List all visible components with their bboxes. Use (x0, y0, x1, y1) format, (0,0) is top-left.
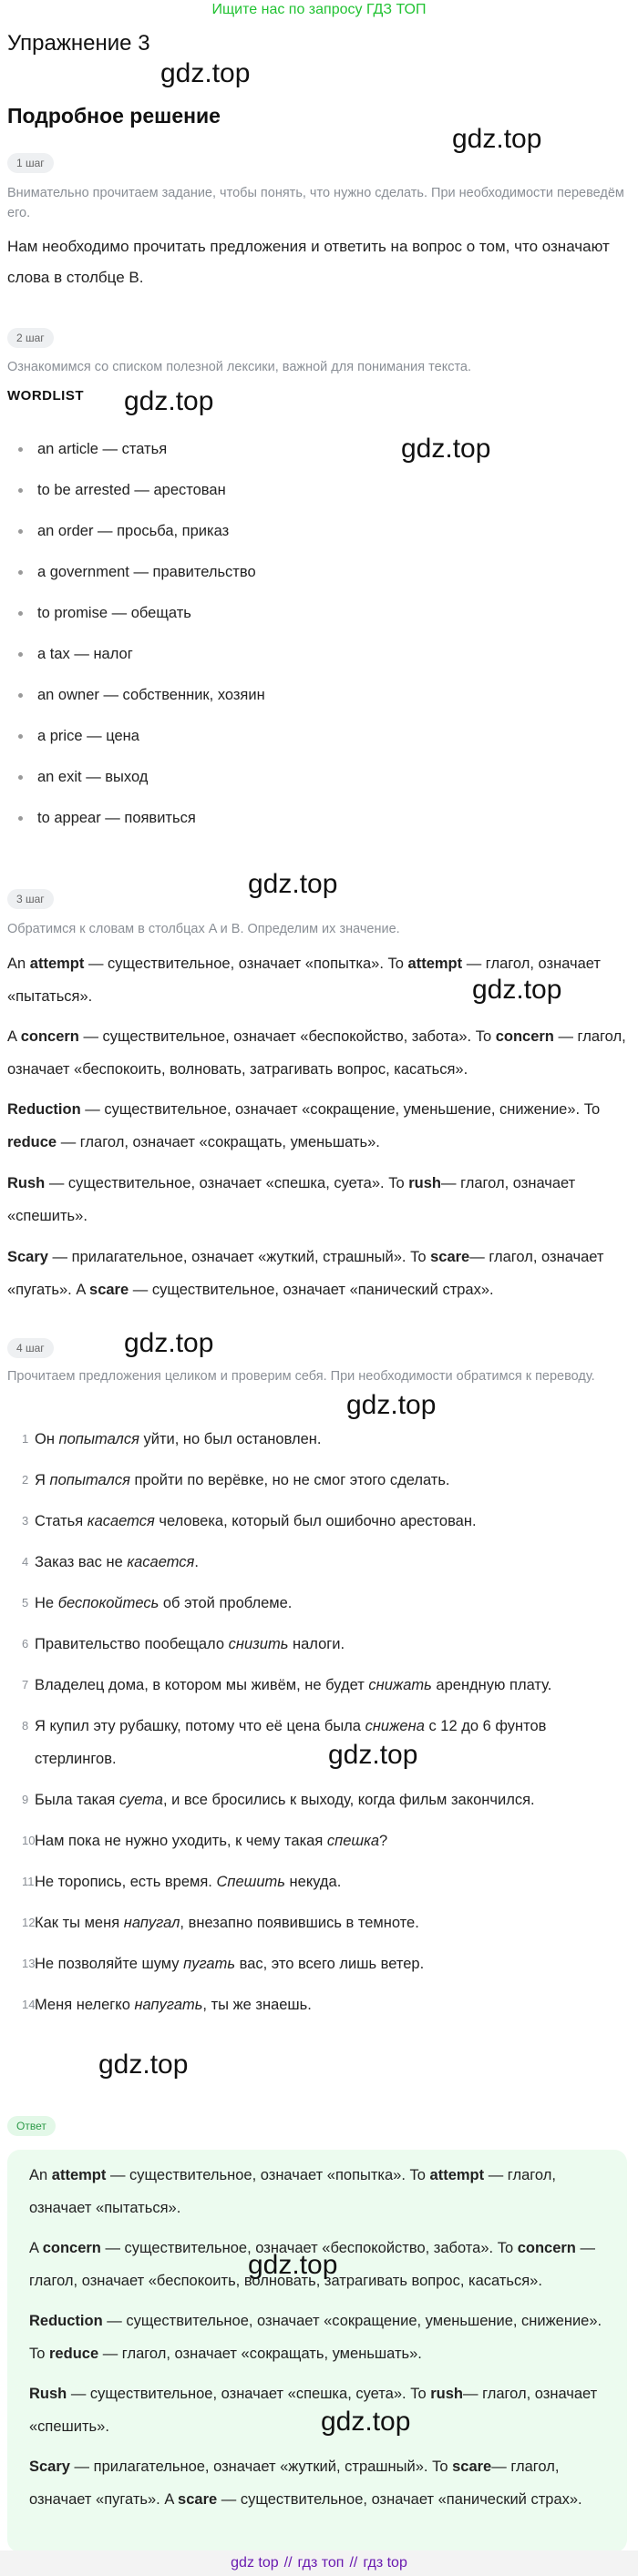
definition-concern: A concern — существительное, означает «беспокойство, забота». To concern — глагол, означает «беспокоить, волновать, затрагивать вопрос, касаться». (7, 1028, 626, 1078)
sentence-row: 8 Я купил эту рубашку, потому что её цена была снижена с 12 до 6 фунтов стерлингов. (22, 1718, 547, 1767)
wordlist-item: to appear — появиться (18, 804, 196, 832)
bullet-icon (18, 734, 23, 739)
bullet-icon (18, 447, 23, 452)
sentence-row: 13Не позволяйте шуму пугать вас, это всего лишь ветер. (22, 1956, 425, 1972)
watermark: gdz.top (124, 1328, 214, 1358)
definition-rush: Rush — существительное, означает «спешка, суета». To rush— глагол, означает «спешить». (7, 1175, 576, 1224)
step-hint-3: Обратимся к словам в столбцах A и B. Определим их значение. (7, 922, 400, 936)
definition-attempt: An attempt — существительное, означает «попытка». To attempt — глагол, означает «пытаться». (7, 956, 601, 1005)
sentence-row: 2 Я попытался пройти по верёвке, но не смог этого сделать. (22, 1472, 450, 1488)
footer-link[interactable]: гдз top (363, 2555, 407, 2571)
step-badge-1: 1 шаг (7, 153, 54, 173)
bullet-icon (18, 529, 23, 534)
watermark: gdz.top (452, 124, 542, 154)
bullet-icon (18, 816, 23, 821)
answer-box (7, 2150, 627, 2552)
answer-attempt: An attempt — существительное, означает «попытка». To attempt — глагол, означает «пытаться». (29, 2167, 556, 2216)
watermark: gdz.top (328, 1740, 418, 1770)
top-banner[interactable]: Ищите нас по запросу ГДЗ ТОП (211, 2, 427, 17)
bullet-icon (18, 693, 23, 698)
bullet-icon (18, 611, 23, 616)
footer-link[interactable]: гдз топ (297, 2555, 345, 2571)
sentence-row: 3 Статья касается человека, который был ошибочно арестован. (22, 1513, 477, 1529)
sentence-row: 5 Не беспокойтесь об этой проблеме. (22, 1595, 293, 1611)
footer-link[interactable]: gdz top (231, 2555, 279, 2571)
definition-scary: Scary — прилагательное, означает «жуткий, страшный». To scare— глагол, означает «пугать». A scare — существительное, означает «панический страх». (7, 1249, 604, 1298)
wordlist-item: an article — статья (18, 435, 167, 463)
wordlist-item: a government — правительство (18, 558, 256, 586)
sentence-row: 1 Он попытался уйти, но был остановлен. (22, 1431, 322, 1447)
footer-separator: // (349, 2555, 358, 2571)
wordlist-item: an owner — собственник, хозяин (18, 681, 265, 709)
answer-scary: Scary — прилагательное, означает «жуткий, страшный». To scare— глагол, означает «пугать». A scare — существительное, означает «панический страх». (29, 2458, 582, 2508)
watermark: gdz.top (160, 58, 251, 88)
answer-reduction: Reduction — существительное, означает «сокращение, уменьшение, снижение». To reduce — глагол, означает «сокращать, уменьшать». (29, 2313, 602, 2362)
watermark: gdz.top (98, 2050, 189, 2080)
wordlist-item: to be arrested — арестован (18, 476, 226, 504)
sentence-row: 12Как ты меня напугал, внезапно появившись в темноте. (22, 1915, 419, 1931)
watermark: gdz.top (248, 869, 338, 899)
bullet-icon (18, 570, 23, 575)
sentence-row: 9 Была такая суета, и все бросились к выходу, когда фильм закончился. (22, 1792, 535, 1808)
sentence-row: 11Не торопись, есть время. Спешить некуда. (22, 1874, 342, 1890)
watermark: gdz.top (248, 2250, 338, 2280)
footer-separator: // (283, 2555, 293, 2571)
definition-reduction: Reduction — существительное, означает «сокращение, уменьшение, снижение». To reduce — глагол, означает «сокращать, уменьшать». (7, 1101, 601, 1150)
watermark: gdz.top (321, 2407, 411, 2437)
step-text-1: Нам необходимо прочитать предложения и ответить на вопрос о том, что означают слова в столбце B. (7, 238, 610, 286)
footer-links (0, 2550, 638, 2576)
sentence-row: 4 Заказ вас не касается. (22, 1554, 199, 1570)
wordlist-item: a price — цена (18, 722, 139, 750)
sentence-row: 10Нам пока не нужно уходить, к чему такая спешка? (22, 1833, 388, 1849)
step-hint-4: Прочитаем предложения целиком и проверим себя. При необходимости обратимся к переводу. (7, 1369, 595, 1384)
answer-rush: Rush — существительное, означает «спешка, суета». To rush— глагол, означает «спешить». (29, 2386, 598, 2435)
answer-badge: Ответ (7, 2116, 56, 2136)
sentence-row: 7 Владелец дома, в котором мы живём, не будет снижать арендную плату. (22, 1677, 552, 1693)
wordlist-item: to promise — обещать (18, 599, 191, 627)
bullet-icon (18, 488, 23, 493)
step-badge-2: 2 шаг (7, 328, 54, 348)
step-hint-2: Ознакомимся со списком полезной лексики, важной для понимания текста. (7, 360, 472, 374)
bullet-icon (18, 775, 23, 780)
step-badge-4: 4 шаг (7, 1338, 54, 1358)
wordlist-item: an exit — выход (18, 763, 148, 791)
step-hint-1: Внимательно прочитаем задание, чтобы понять, что нужно сделать. При необходимости переведём его. (7, 186, 624, 220)
wordlist-item: a tax — налог (18, 640, 133, 668)
step-badge-3: 3 шаг (7, 889, 54, 909)
watermark: gdz.top (472, 975, 562, 1005)
wordlist-item: an order — просьба, приказ (18, 517, 229, 545)
watermark: gdz.top (124, 386, 214, 416)
sentence-row: 6 Правительство пообещало снизить налоги. (22, 1636, 345, 1652)
page-title: Упражнение 3 (7, 31, 150, 56)
watermark: gdz.top (401, 434, 491, 464)
wordlist-heading: WORDLIST (7, 388, 84, 404)
sentence-row: 14Меня нелегко напугать, ты же знаешь. (22, 1997, 312, 2013)
solution-subtitle: Подробное решение (7, 104, 221, 128)
watermark: gdz.top (346, 1390, 437, 1420)
bullet-icon (18, 652, 23, 657)
answer-concern: A concern — существительное, означает «беспокойство, забота». To concern — глагол, означает «беспокоить, волновать, затрагивать вопрос, касаться». (29, 2240, 595, 2289)
